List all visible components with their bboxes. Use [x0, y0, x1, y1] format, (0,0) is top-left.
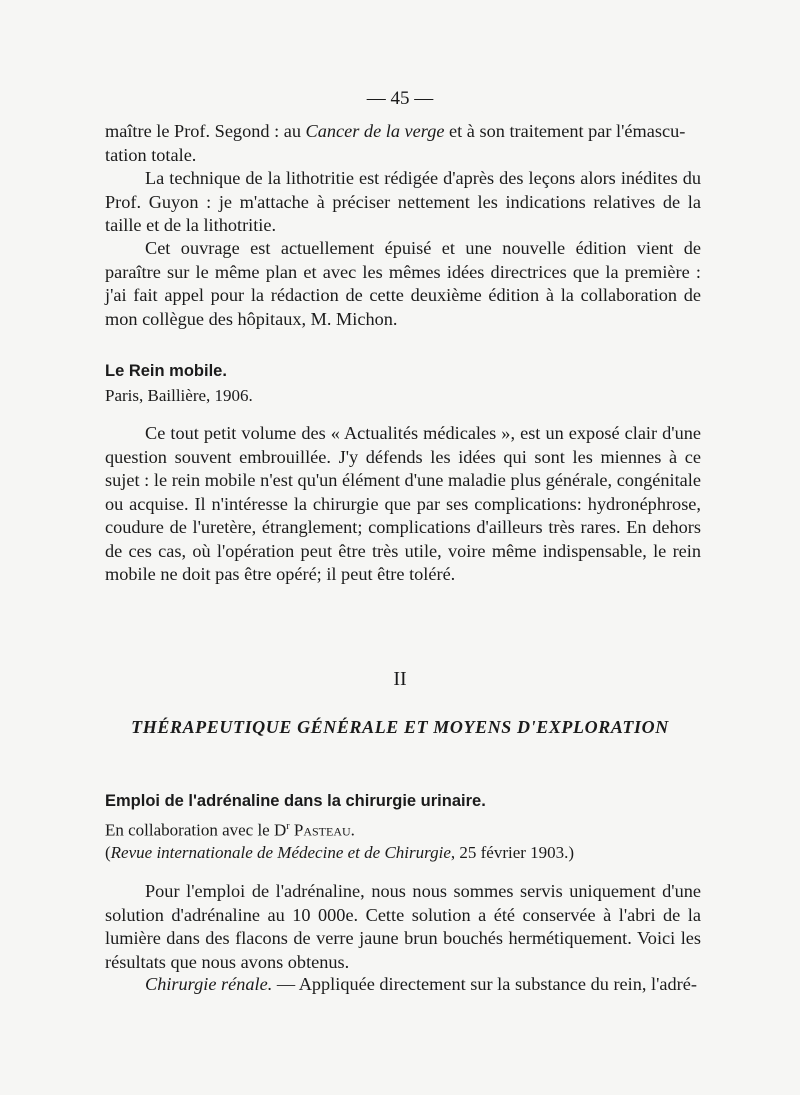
- adrenaline-paragraph: Pour l'emploi de l'adrénaline, nous nous sommes servis uniquement d'une solution d'adrénaline au 10 000e. Cette solution a été conservée à l'abri de la lumière dans des flacons de verre jaune brun bouchés hermétiquement. Voici les résultats que nous avons obtenus.: [105, 881, 701, 972]
- intro-line1-post: et à son traitement par l'émascu-: [444, 121, 686, 141]
- reference-journal: Revue internationale de Médecine et de Chirurgie: [110, 843, 451, 862]
- section-numeral: II: [393, 668, 407, 690]
- intro-line1-italic: Cancer de la verge: [305, 121, 445, 141]
- adrenaline-last-line: [105, 973, 701, 997]
- chirurgie-renale-text: — Appliquée directement sur la substance du rein, l'adré-: [272, 974, 697, 994]
- rein-mobile-title: Le Rein mobile.: [105, 362, 227, 380]
- adrenaline-collaboration: [105, 815, 701, 842]
- rein-mobile-paragraph: Ce tout petit volume des « Actualités médicales », est un exposé clair d'une question souvent embrouillée. J'y défends les idées qui sont les miennes à ce sujet : le rein mobile n'est qu'un élément d'une maladie plus générale, congénitale ou acquise. Il n'intéresse la chirurgie que par ses complications: hydronéphrose, coudure de l'uretère, étranglement; complications d'ailleurs très rares. En dehors de ces cas, où l'opération peut être très utile, voire même indispensable, le rein mobile ne doit pas être opéré; il peut être toléré.: [105, 423, 701, 584]
- paragraph-lithotritie: La technique de la lithotritie est rédigée d'après des leçons alors inédites du Prof. Guyon : je m'attache à préciser nettement les indications relatives de la taille et de la lithotritie.: [105, 168, 701, 235]
- adrenaline-reference: [105, 841, 701, 865]
- page-number: — 45 —: [366, 88, 434, 109]
- rein-mobile-publication: Paris, Baillière, 1906.: [105, 386, 253, 405]
- chirurgie-renale-label: Chirurgie rénale.: [145, 974, 273, 994]
- paragraph-ouvrage: Cet ouvrage est actuellement épuisé et une nouvelle édition vient de paraître sur le même plan et avec les mêmes idées directrices que la première : j'ai fait appel pour la rédaction de cette deuxième édition à la collaboration de mon collègue des hôpitaux, M. Michon.: [105, 238, 701, 329]
- reference-date: , 25 février 1903.): [450, 843, 575, 862]
- intro-line1-pre: maître le Prof. Segond : au: [105, 121, 306, 141]
- adrenaline-title: Emploi de l'adrénaline dans la chirurgie urinaire.: [105, 792, 486, 810]
- collaboration-name: Pasteau.: [293, 820, 355, 840]
- section-title: THÉRAPEUTIQUE GÉNÉRALE ET MOYENS D'EXPLORATION: [131, 717, 669, 737]
- intro-paragraph: [105, 120, 701, 167]
- collaboration-pre: En collaboration avec le D: [105, 820, 287, 840]
- reference-open: (: [105, 843, 111, 862]
- collaboration-sup: r: [286, 821, 290, 832]
- intro-line2: tation totale.: [105, 144, 197, 165]
